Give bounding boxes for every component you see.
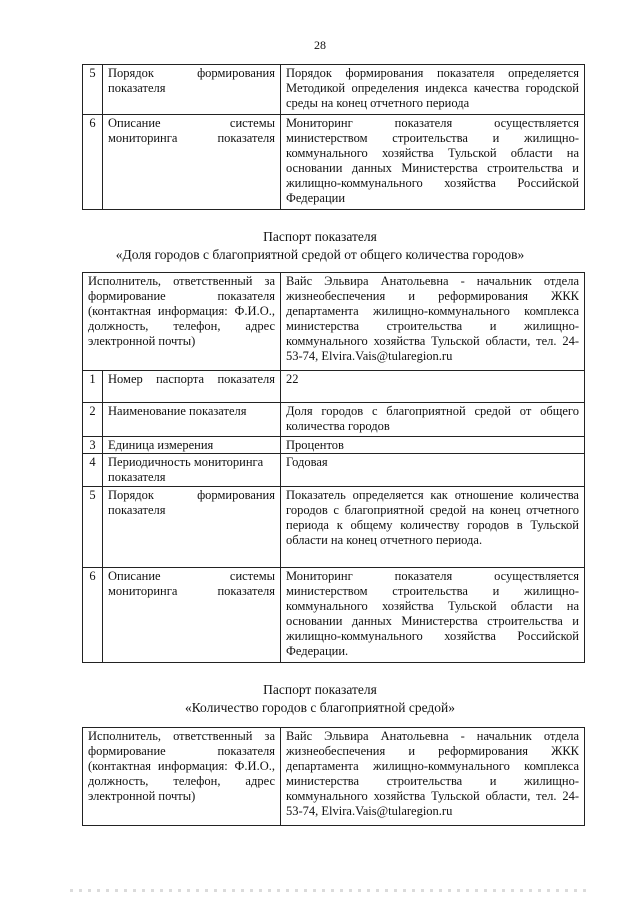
passport-heading: Паспорт показателя — [263, 682, 377, 697]
table-row — [83, 437, 585, 454]
indicator-table-continued — [82, 64, 585, 210]
row-label: Номер паспорта показателя — [103, 371, 281, 403]
row-label: Порядок формирования показателя — [103, 65, 281, 115]
passport-title: «Доля городов с благоприятной средой от общего количества городов» — [115, 247, 525, 262]
row-label: Порядок формирования показателя — [103, 487, 281, 568]
passport-table — [82, 272, 585, 663]
row-number: 6 — [83, 115, 103, 210]
page-number: 28 — [314, 38, 326, 52]
executor-value: Вайс Эльвира Анатольевна - начальник отдела жизнеобеспечения и реформирования ЖКК департамента жилищно-коммунального комплекса министерства строительства и жилищно-коммунального хозяйства Тульской области, тел. 24-53-74, Elvira.Vais@tularegion.ru — [281, 728, 585, 826]
table-row — [83, 115, 585, 210]
table-row — [83, 371, 585, 403]
row-value: Порядок формирования показателя определяется Методикой определения индекса качества городской среды на конец отчетного периода — [281, 65, 585, 115]
row-value: Годовая — [281, 454, 585, 487]
row-number: 4 — [83, 454, 103, 487]
table-row — [83, 454, 585, 487]
executor-row — [83, 273, 585, 371]
row-label: Периодичность мониторинга показателя — [103, 454, 281, 487]
table-row — [83, 403, 585, 437]
row-value: Доля городов с благоприятной средой от общего количества городов — [281, 403, 585, 437]
row-value: 22 — [281, 371, 585, 403]
row-number: 5 — [83, 65, 103, 115]
table-row — [83, 568, 585, 663]
scan-artifact — [70, 889, 590, 892]
row-value: Процентов — [281, 437, 585, 454]
executor-row — [83, 728, 585, 826]
executor-value: Вайс Эльвира Анатольевна - начальник отдела жизнеобеспечения и реформирования ЖКК департамента жилищно-коммунального комплекса министерства строительства и жилищно-коммунального хозяйства Тульской области, тел. 24-53-74, Elvira.Vais@tularegion.ru — [281, 273, 585, 371]
row-number: 3 — [83, 437, 103, 454]
executor-label: Исполнитель, ответственный за формирование показателя (контактная информация: Ф.И.О., должность, телефон, адрес электронной почты) — [83, 728, 281, 826]
row-number: 6 — [83, 568, 103, 663]
passport-title: «Количество городов с благоприятной средой» — [184, 700, 456, 715]
row-number: 1 — [83, 371, 103, 403]
row-value: Мониторинг показателя осуществляется министерством строительства и жилищно-коммунального хозяйства Тульской области на основании данных Министерства строительства и жилищно-коммунального хозяйства Российской Федерации. — [281, 568, 585, 663]
row-label: Наименование показателя — [103, 403, 281, 437]
row-label: Единица измерения — [103, 437, 281, 454]
row-label: Описание системы мониторинга показателя — [103, 115, 281, 210]
table-row — [83, 487, 585, 568]
row-value: Показатель определяется как отношение количества городов с благоприятной средой на конец отчетного периода к общему количеству городов в Тульской области на конец отчетного периода. — [281, 487, 585, 568]
row-number: 5 — [83, 487, 103, 568]
table-row — [83, 65, 585, 115]
passport-heading: Паспорт показателя — [263, 229, 377, 244]
executor-label: Исполнитель, ответственный за формирование показателя (контактная информация: Ф.И.О., должность, телефон, адрес электронной почты) — [83, 273, 281, 371]
passport-table — [82, 727, 585, 826]
row-label: Описание системы мониторинга показателя — [103, 568, 281, 663]
row-value: Мониторинг показателя осуществляется министерством строительства и жилищно-коммунального хозяйства Тульской области на основании данных Министерства строительства и жилищно-коммунального хозяйства Российской Федерации — [281, 115, 585, 210]
row-number: 2 — [83, 403, 103, 437]
